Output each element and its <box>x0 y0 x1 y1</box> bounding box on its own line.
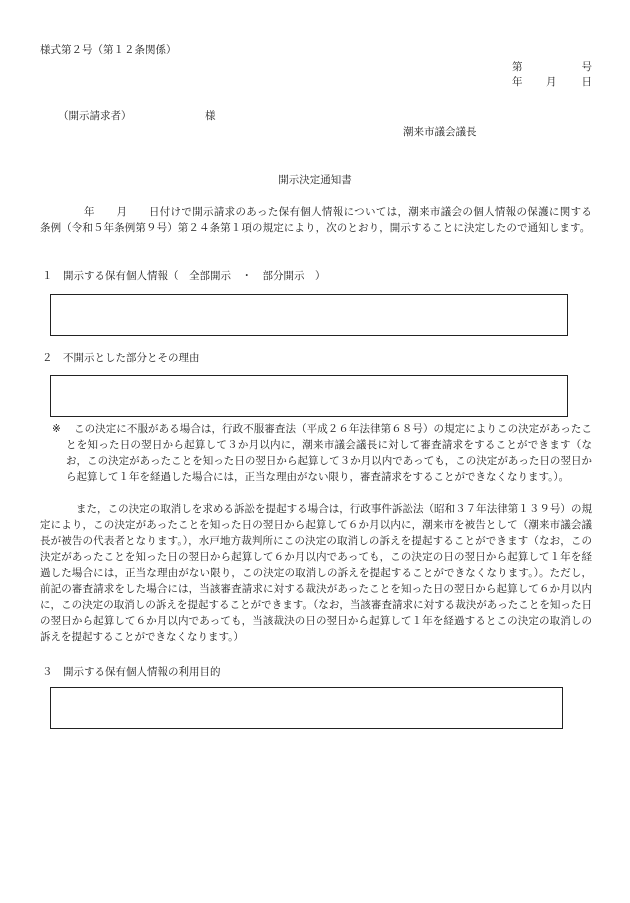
requester-label: （開示請求者） <box>58 110 132 122</box>
document-number-line <box>512 59 592 74</box>
section-1-heading: １ 開示する保有個人情報（ 全部開示 ・ 部分開示 ） <box>42 270 326 282</box>
date-year: 年 <box>512 76 523 88</box>
honorific: 様 <box>205 110 216 122</box>
document-title: 開示決定通知書 <box>278 174 352 186</box>
section-2-input-box[interactable] <box>50 375 568 417</box>
note-mark: ※ <box>52 423 61 435</box>
number-label: 第 <box>512 61 523 73</box>
date-month: 月 <box>546 76 557 88</box>
issuer-name: 潮来市議会議長 <box>403 126 477 138</box>
date-day: 日 <box>581 76 592 88</box>
section-1-input-box[interactable] <box>50 294 568 336</box>
section-2-heading: ２ 不開示とした部分とその理由 <box>42 352 200 364</box>
section-3-heading: ３ 開示する保有個人情報の利用目的 <box>42 666 221 678</box>
number-suffix: 号 <box>581 61 592 73</box>
main-paragraph: 年 月 日付けで開示請求のあった保有個人情報については，潮来市議会の個人情報の保護に関する条例（令和５年条例第９号）第２４条第１項の規定により，次のとおり，開示することに決定したので通知します。 <box>40 206 592 234</box>
section-3-input-box[interactable] <box>50 687 563 729</box>
lawsuit-note-text: また，この決定の取消しを求める訴訟を提起する場合は，行政事件訴訟法（昭和３７年法律第１３９号）の規定により，この決定があったことを知った日の翌日から起算して６か月以内に，潮来市を被告として（潮来市議会議長が被告の代表者となります。），水戸地方裁判所にこの決定の取消しの訴えを提起することができます（なお，この決定があったことを知った日の翌日から起算して６か月以内であっても，この決定の日の翌日から起算して１年を経過した場合には，正当な理由がない限り，この決定の取消しの訴えを提起することができなくなります。）。ただし，前記の審査請求をした場合には，当該審査請求に対する裁決があったことを知った日の翌日から起算して６か月以内に，この決定の取消しの訴えを提起することができます。（なお，当該審査請求に対する裁決があったことを知った日の翌日から起算して６か月以内であっても，当該裁決の日の翌日から起算して１年を経過するとこの決定の取消しの訴えを提起することができなくなります。） <box>40 503 592 643</box>
form-number: 様式第２号（第１２条関係） <box>40 44 177 56</box>
appeal-note-text: この決定に不服がある場合は，行政不服審査法（平成２６年法律第６８号）の規定によりこの決定があったことを知った日の翌日から起算して３か月以内に，潮来市議会議長に対して審査請求をすることができます（なお，この決定があったことを知った日の翌日から起算して３か月以内であっても，この決定があった日の翌日から起算して１年を経過した場合には，正当な理由がない限り，審査請求をすることができなくなります。）。 <box>66 423 592 483</box>
date-line <box>512 74 592 89</box>
